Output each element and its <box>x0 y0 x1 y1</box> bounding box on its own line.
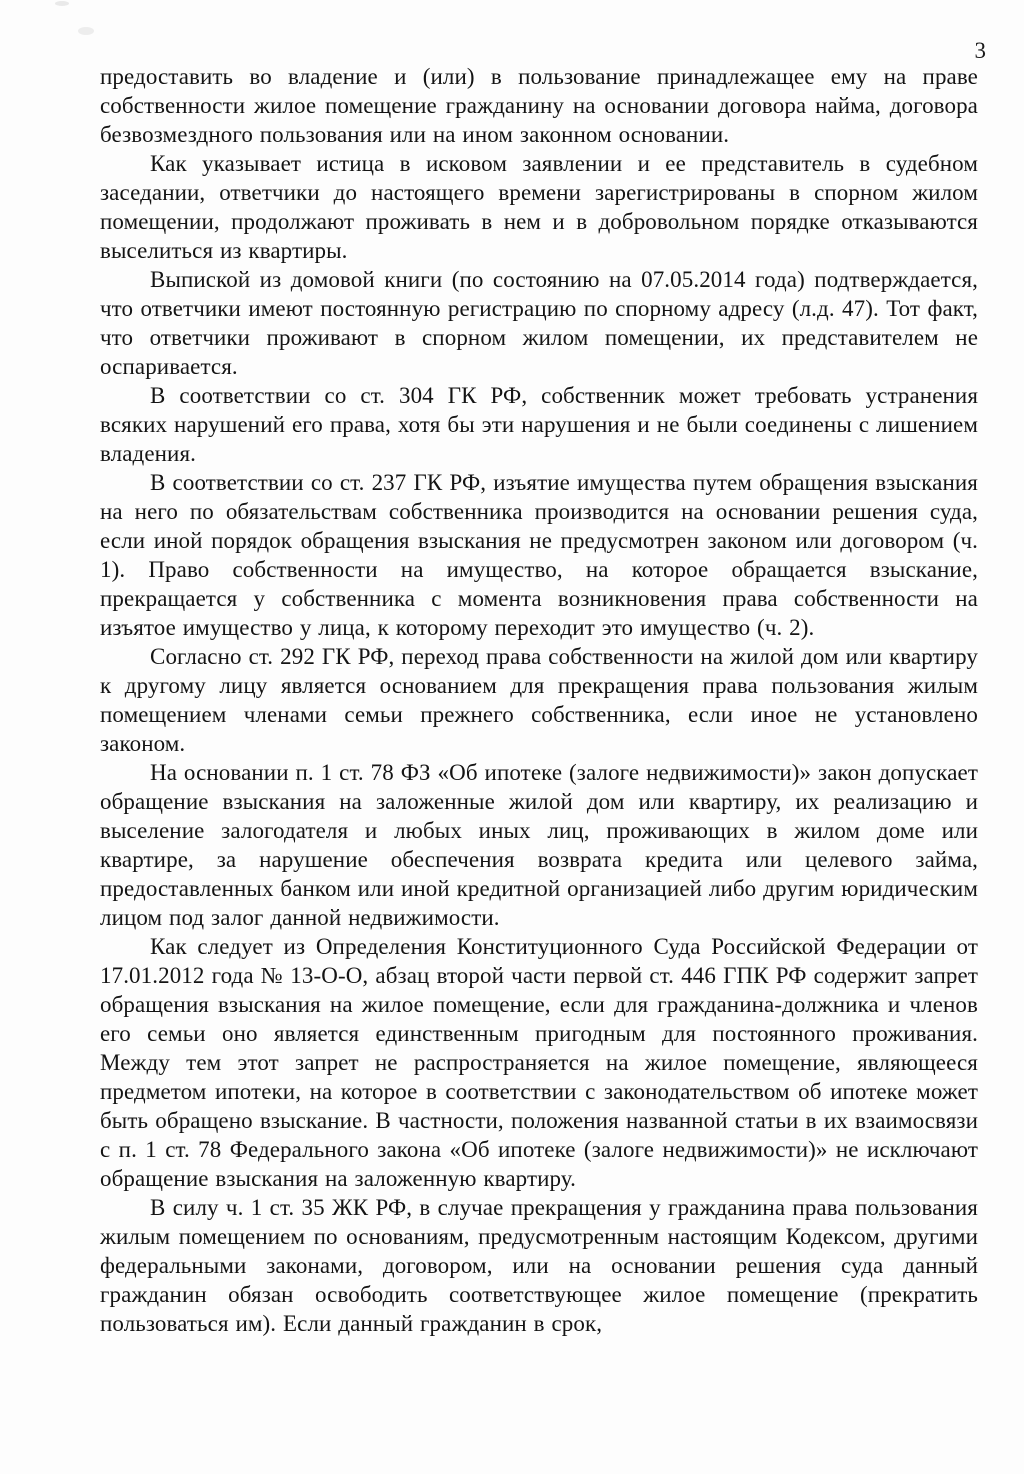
paragraph: Выпиской из домовой книги (по состоянию на 07.05.2014 года) подтверждается, что ответчики имеют постоянную регистрацию по спорному адресу (л.д. 47). Тот факт, что ответчики проживают в спорном жилом помещении, их представителем не оспаривается. <box>100 267 978 379</box>
paragraph: Согласно ст. 292 ГК РФ, переход права собственности на жилой дом или квартиру к другому лицу является основанием для прекращения права пользования жилым помещением членами семьи прежнего собственника, если иное не установлено законом. <box>100 644 978 756</box>
paragraph: В силу ч. 1 ст. 35 ЖК РФ, в случае прекращения у гражданина права пользования жилым помещением по основаниям, предусмотренным настоящим Кодексом, другими федеральными законами, договором, или на основании решения суда данный гражданин обязан освободить соответствующее жилое помещение (прекратить пользоваться им). Если данный гражданин в срок, <box>100 1195 978 1336</box>
paragraph: В соответствии со ст. 304 ГК РФ, собственник может требовать устранения всяких нарушений его права, хотя бы эти нарушения и не были соединены с лишением владения. <box>100 383 978 466</box>
document-body <box>100 62 978 1338</box>
scan-artifact-speck <box>55 1 69 6</box>
page-number: 3 <box>974 38 986 63</box>
scan-artifact-speck <box>78 27 94 35</box>
paragraph-continuation: предоставить во владение и (или) в пользование принадлежащее ему на праве собственности жилое помещение гражданину на основании договора найма, договора безвозмездного пользования или на ином законном основании. <box>100 64 978 147</box>
paragraph: Как указывает истица в исковом заявлении и ее представитель в судебном заседании, ответчики до настоящего времени зарегистрированы в спорном жилом помещении, продолжают проживать в нем и в добровольном порядке отказываются выселиться из квартиры. <box>100 151 978 263</box>
paragraph: На основании п. 1 ст. 78 ФЗ «Об ипотеке (залоге недвижимости)» закон допускает обращение взыскания на заложенные жилой дом или квартиру, их реализацию и выселение залогодателя и любых иных лиц, проживающих в жилом доме или квартире, за нарушение обеспечения возврата кредита или целевого займа, предоставленных банком или иной кредитной организацией либо другим юридическим лицом под залог данной недвижимости. <box>100 760 978 930</box>
paragraph: Как следует из Определения Конституционного Суда Российской Федерации от 17.01.2012 года № 13-О-О, абзац второй части первой ст. 446 ГПК РФ содержит запрет обращения взыскания на жилое помещение, если для гражданина-должника и членов его семьи оно является единственным пригодным для постоянного проживания. Между тем этот запрет не распространяется на жилое помещение, являющееся предметом ипотеки, на которое в соответствии с законодательством об ипотеке может быть обращено взыскание. В частности, положения названной статьи в их взаимосвязи с п. 1 ст. 78 Федерального закона «Об ипотеке (залоге недвижимости)» не исключают обращение взыскания на заложенную квартиру. <box>100 934 978 1191</box>
paragraph: В соответствии со ст. 237 ГК РФ, изъятие имущества путем обращения взыскания на него по обязательствам собственника производится на основании решения суда, если иной порядок обращения взыскания не предусмотрен законом или договором (ч. 1). Право собственности на имущество, на которое обращается взыскание, прекращается у собственника с момента возникновения права собственности на изъятое имущество у лица, к которому переходит это имущество (ч. 2). <box>100 470 978 640</box>
